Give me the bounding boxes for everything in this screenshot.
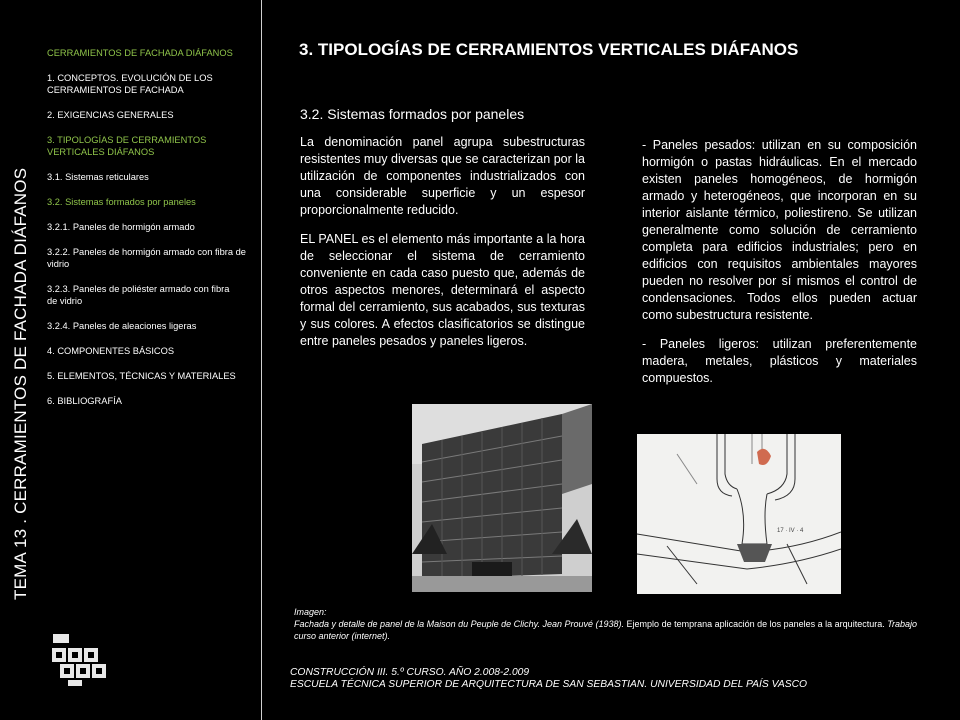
panel-detail-sketch (637, 434, 841, 594)
right-text-column (642, 137, 917, 399)
sidebar-item-tipologias[interactable]: 3. TIPOLOGÍAS DE CERRAMIENTOS VERTICALES DIÁFANOS (47, 135, 207, 157)
image-caption (294, 606, 934, 642)
section-subtitle: 3.2. Sistemas formados por paneles (300, 106, 525, 122)
footer-school-line: ESCUELA TÉCNICA SUPERIOR DE ARQUITECTURA DE SAN SEBASTIAN. UNIVERSIDAD DEL PAÍS VASCO (290, 679, 808, 690)
sidebar-nav (47, 47, 247, 420)
sidebar-item-elementos[interactable]: 5. ELEMENTOS, TÉCNICAS Y MATERIALES (47, 371, 236, 381)
left-text-column (300, 134, 585, 362)
paragraph-light-panels: - Paneles ligeros: utilizan preferentemente madera, metales, plásticos y materiales compuestos. (642, 337, 917, 385)
sidebar-item-conceptos[interactable]: 1. CONCEPTOS. EVOLUCIÓN DE LOS CERRAMIENTOS DE FACHADA (47, 73, 213, 95)
vertical-topic-title: TEMA 13 . CERRAMIENTOS DE FACHADA DIÁFANOS (11, 167, 30, 600)
sidebar-item-exigencias[interactable]: 2. EXIGENCIAS GENERALES (47, 110, 174, 120)
logo-tree-emblem (52, 634, 106, 686)
paragraph-panel-importance: EL PANEL es el elemento más importante a la hora de seleccionar el sistema de cerramiento conveniente en cada caso puesto que, además de otros aspectos menores, determinará el aspecto formal del cerramiento, sus acabados, sus texturas y sus colores. A efectos clasificatorios se distingue entre paneles pesados y paneles ligeros. (300, 232, 585, 348)
caption-label: Imagen: (294, 607, 327, 617)
sidebar-item-hormigon-fibra[interactable]: 3.2.2. Paneles de hormigón armado con fibra de vidrio (47, 247, 246, 269)
footer-course-line: CONSTRUCCIÓN III. 5.º CURSO. AÑO 2.008-2.009 (290, 667, 530, 678)
sidebar-item-hormigon-armado[interactable]: 3.2.1. Paneles de hormigón armado (47, 222, 195, 232)
sidebar-item-poliester[interactable]: 3.2.3. Paneles de poliéster armado con fibra de vidrio (47, 284, 230, 306)
footer (290, 667, 807, 691)
sidebar-item-bibliografia[interactable]: 6. BIBLIOGRAFÍA (47, 396, 122, 406)
sidebar-item-cerramientos[interactable]: CERRAMIENTOS DE FACHADA DIÁFANOS (47, 48, 233, 58)
caption-text-source: Trabajo curso anterior (internet). (294, 619, 918, 641)
caption-text: Ejemplo de temprana aplicación de los paneles a la arquitectura. (624, 619, 888, 629)
sketch-annotation: 17 · IV · 4 (777, 528, 804, 534)
sidebar-item-aleaciones[interactable]: 3.2.4. Paneles de aleaciones ligeras (47, 321, 197, 331)
sidebar-item-componentes[interactable]: 4. COMPONENTES BÁSICOS (47, 346, 175, 356)
paragraph-heavy-panels: - Paneles pesados: utilizan en su composición hormigón o pastas hidráulicas. En el mercado existen paneles homogéneos, de hormigón armado y heterogéneos, que incorporan en su interior aislante térmico, poliestireno. Se utilizan generalmente como solución de cerramiento completa para edificios industriales; pero en edificios con requisitos ambientales mayores pueden no resolver por sí mismos el control de condensaciones. Todos ellos pueden actuar como subestructura resistente. (642, 138, 917, 322)
university-logo (50, 634, 108, 686)
building-facade-photo (412, 404, 592, 592)
sidebar-item-paneles[interactable]: 3.2. Sistemas formados por paneles (47, 197, 196, 207)
page-title: 3. TIPOLOGÍAS DE CERRAMIENTOS VERTICALES DIÁFANOS (299, 40, 799, 59)
divider-line (261, 0, 262, 720)
paragraph-definition: La denominación panel agrupa subestructuras resistentes muy diversas que se caracterizan por la utilización de componentes industrializados con una considerable superficie y un espesor proporcionalmente reducido. (300, 135, 585, 217)
sidebar-item-reticulares[interactable]: 3.1. Sistemas reticulares (47, 172, 149, 182)
caption-text-italic: Fachada y detalle de panel de la Maison du Peuple de Clichy. Jean Prouvé (1938). (294, 619, 625, 629)
